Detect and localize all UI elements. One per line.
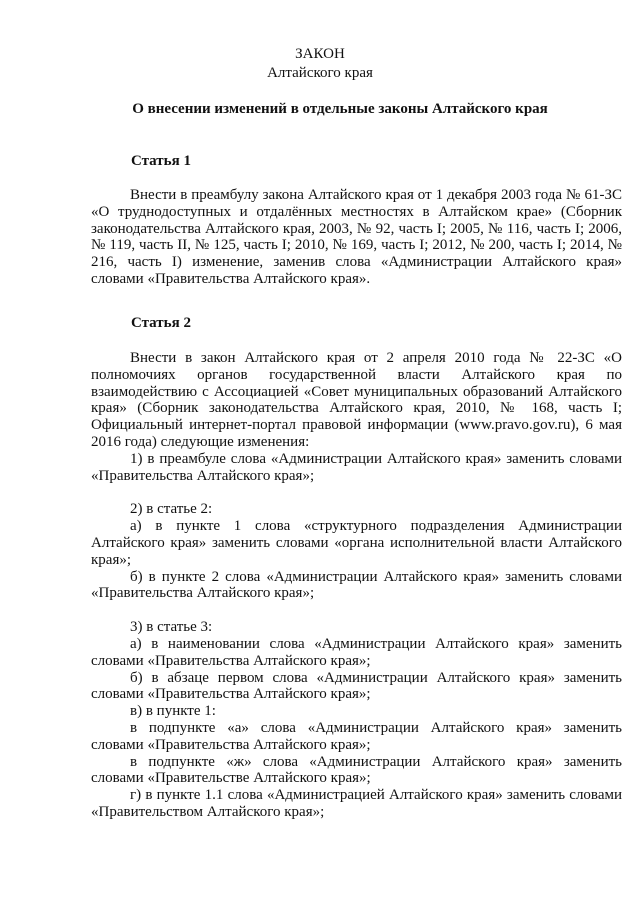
item-3: 3) в статье 3: <box>130 619 213 636</box>
item-3g: г) в пункте 1.1 слова «Администрацией Алтайского края» заменить словами «Правительством Алтайского края»; <box>91 787 622 820</box>
item-3v-subpoint-a: в подпункте «а» слова «Администрации Алтайского края» заменить словами «Правительства Алтайского края»; <box>91 719 622 753</box>
article-1-text: Внести в преамбулу закона Алтайского края от 1 декабря 2003 года № 61-ЗС «О труднодоступных и отдалённых местностях в Алтайском крае» (Сборник законодательства Алтайского края, 2003, № 92, часть I; 2005, № 116, часть I; 2006, № 119, часть II, № 125, часть I; 2010, № 169, часть I; 2012, № 200, часть I; 2014, № 216, часть I) изменение, заменив слова «Администрации Алтайского края» словами «Правительства Алтайского края». <box>91 187 622 287</box>
law-title: ЗАКОН <box>295 46 345 62</box>
item-3v: в) в пункте 1: <box>130 703 216 720</box>
item-1: 1) в преамбуле слова «Администрации Алтайского края» заменить словами «Правительства Алтайского края»; <box>91 450 622 484</box>
article-2-body <box>91 350 622 821</box>
article-2-intro: Внести в закон Алтайского края от 2 апреля 2010 года № 22-ЗС «О полномочиях органов государственной власти Алтайского края по взаимодействию с Ассоциацией «Совет муниципальных образований Алтайского края» (Сборник законодательства Алтайского края, 2010, № 168, часть I; Официальный интернет-портал правовой информации (www.pravo.gov.ru), 6 мая 2016 года) следующие изменения: <box>91 350 622 450</box>
article-1-body <box>91 187 622 288</box>
spacer <box>91 484 622 501</box>
article-1-title: Статья 1 <box>131 153 191 169</box>
item-2b: б) в пункте 2 слова «Администрации Алтайского края» заменить словами «Правительства Алтайского края»; <box>91 568 622 602</box>
spacer <box>91 602 622 619</box>
article-2-title: Статья 2 <box>131 315 191 331</box>
law-heading: О внесении изменений в отдельные законы Алтайского края <box>132 101 548 117</box>
item-3b: б) в абзаце первом слова «Администрации Алтайского края» заменить словами «Правительства Алтайского края»; <box>91 669 622 703</box>
item-2: 2) в статье 2: <box>130 501 213 518</box>
item-2a: а) в пункте 1 слова «структурного подразделения Администрации Алтайского края» заменить словами «органа исполнительной власти Алтайского края»; <box>91 518 622 568</box>
item-3v-subpoint-zh: в подпункте «ж» слова «Администрации Алтайского края» заменить словами «Правительстве Алтайского края»; <box>91 753 622 787</box>
item-3a: а) в наименовании слова «Администрации Алтайского края» заменить словами «Правительства Алтайского края»; <box>91 635 622 669</box>
law-subtitle: Алтайского края <box>267 65 373 81</box>
